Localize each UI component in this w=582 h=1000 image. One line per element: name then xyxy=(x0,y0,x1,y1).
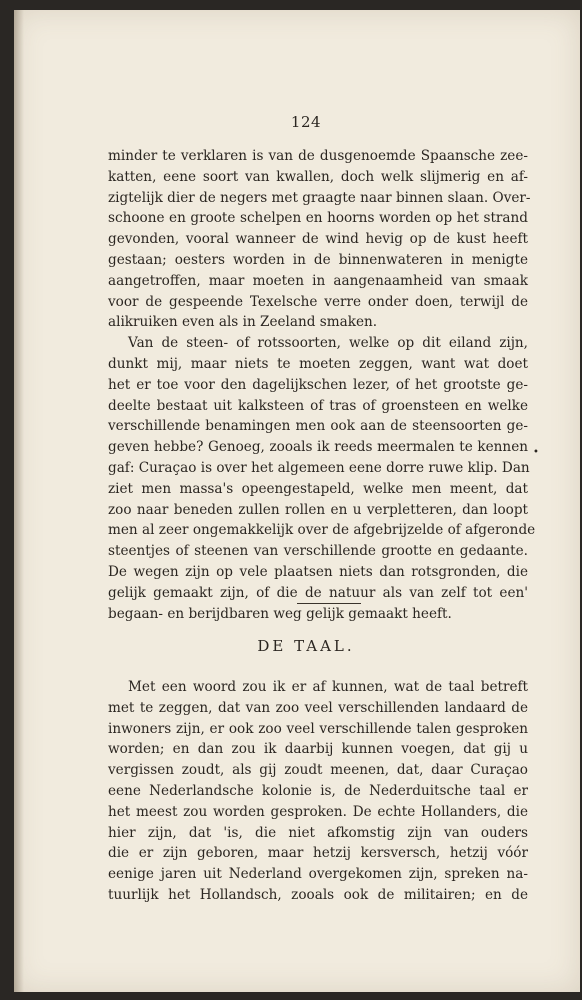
text-line: het meest zou worden gesproken. De echte Hollanders, die xyxy=(108,803,528,820)
page-shadow-edge xyxy=(14,10,24,992)
text-line: minder te verklaren is van de dusgenoemde Spaansche zee- xyxy=(108,148,528,164)
text-line: hier zijn, dat 'is, die niet afkomstig zijn van ouders xyxy=(108,824,528,841)
page-number: 124 xyxy=(290,113,322,131)
text-line: gestaan; oesters worden in de binnenwateren in menigte xyxy=(108,251,528,268)
text-line: verschillende benamingen men ook aan de steensoorten ge- xyxy=(108,418,528,435)
text-line: voor de gespeende Texelsche verre onder doen, terwijl de xyxy=(108,293,528,310)
text-line: inwoners zijn, er ook zoo veel verschillende talen gesproken xyxy=(108,720,528,737)
text-line: eenige jaren uit Nederland overgekomen zijn, spreken na- xyxy=(108,866,528,883)
text-line: steentjes of steenen van verschillende grootte en gedaante. xyxy=(108,543,528,560)
text-line: zoo naar beneden zullen rollen en u verpletteren, dan loopt xyxy=(108,501,528,518)
text-line: deelte bestaat uit kalksteen of tras of groensteen en welke xyxy=(108,397,528,414)
text-line: geven hebbe? Genoeg, zooals ik reeds meermalen te kennen xyxy=(108,439,528,456)
text-line: ziet men massa's opeengestapeld, welke men meent, dat xyxy=(108,480,528,497)
stray-ink-mark: • xyxy=(533,447,539,458)
text-line: begaan- en berijdbaren weg gelijk gemaakt heeft. xyxy=(108,605,452,622)
text-line: eene Nederlandsche kolonie is, de Nederduitsche taal er xyxy=(108,782,528,799)
text-line: De wegen zijn op vele plaatsen niets dan rotsgronden, die xyxy=(108,563,528,580)
text-line: Van de steen- of rotssoorten, welke op dit eiland zijn, xyxy=(128,335,528,352)
text-line: men al zeer ongemakkelijk over de afgebrijzelde of afgeronde xyxy=(108,522,536,539)
text-line: schoone en groote schelpen en hoorns worden op het strand xyxy=(108,210,528,227)
text-line: tuurlijk het Hollandsch, zooals ook de militairen; en de xyxy=(108,886,528,903)
text-line: katten, eene soort van kwallen, doch welk slijmerig en af- xyxy=(108,168,528,185)
text-line: alikruiken even als in Zeeland smaken. xyxy=(108,314,378,331)
text-line: die er zijn geboren, maar hetzij kersversch, hetzij vóór xyxy=(108,845,528,862)
text-line: gaf: Curaçao is over het algemeen eene dorre ruwe klip. Dan xyxy=(108,459,530,476)
body-text-top xyxy=(108,146,536,624)
text-line: vergissen zoudt, als gij zoudt meenen, dat, daar Curaçao xyxy=(108,762,528,779)
text-line: aangetroffen, maar moeten in aangenaamheid van smaak xyxy=(108,272,528,289)
text-line: gevonden, vooral wanneer de wind hevig op de kust heeft xyxy=(108,231,528,248)
body-text-bottom xyxy=(108,677,528,906)
text-line: zigtelijk dier de negers met graagte naar binnen slaan. Over- xyxy=(108,189,531,206)
section-divider xyxy=(297,603,361,604)
text-line: worden; en dan zou ik daarbij kunnen voegen, dat gij u xyxy=(108,741,528,758)
text-line: het er toe voor den dagelijkschen lezer, of het grootste ge- xyxy=(108,376,528,393)
text-line: Met een woord zou ik er af kunnen, wat de taal betreft xyxy=(128,679,528,695)
text-line: gelijk gemaakt zijn, of die de natuur als van zelf tot een' xyxy=(108,584,528,601)
text-line: met te zeggen, dat van zoo veel verschillenden landaard de xyxy=(108,699,528,716)
text-line: dunkt mij, maar niets te moeten zeggen, want wat doet xyxy=(108,355,528,372)
section-heading: DE TAAL. xyxy=(257,637,355,655)
